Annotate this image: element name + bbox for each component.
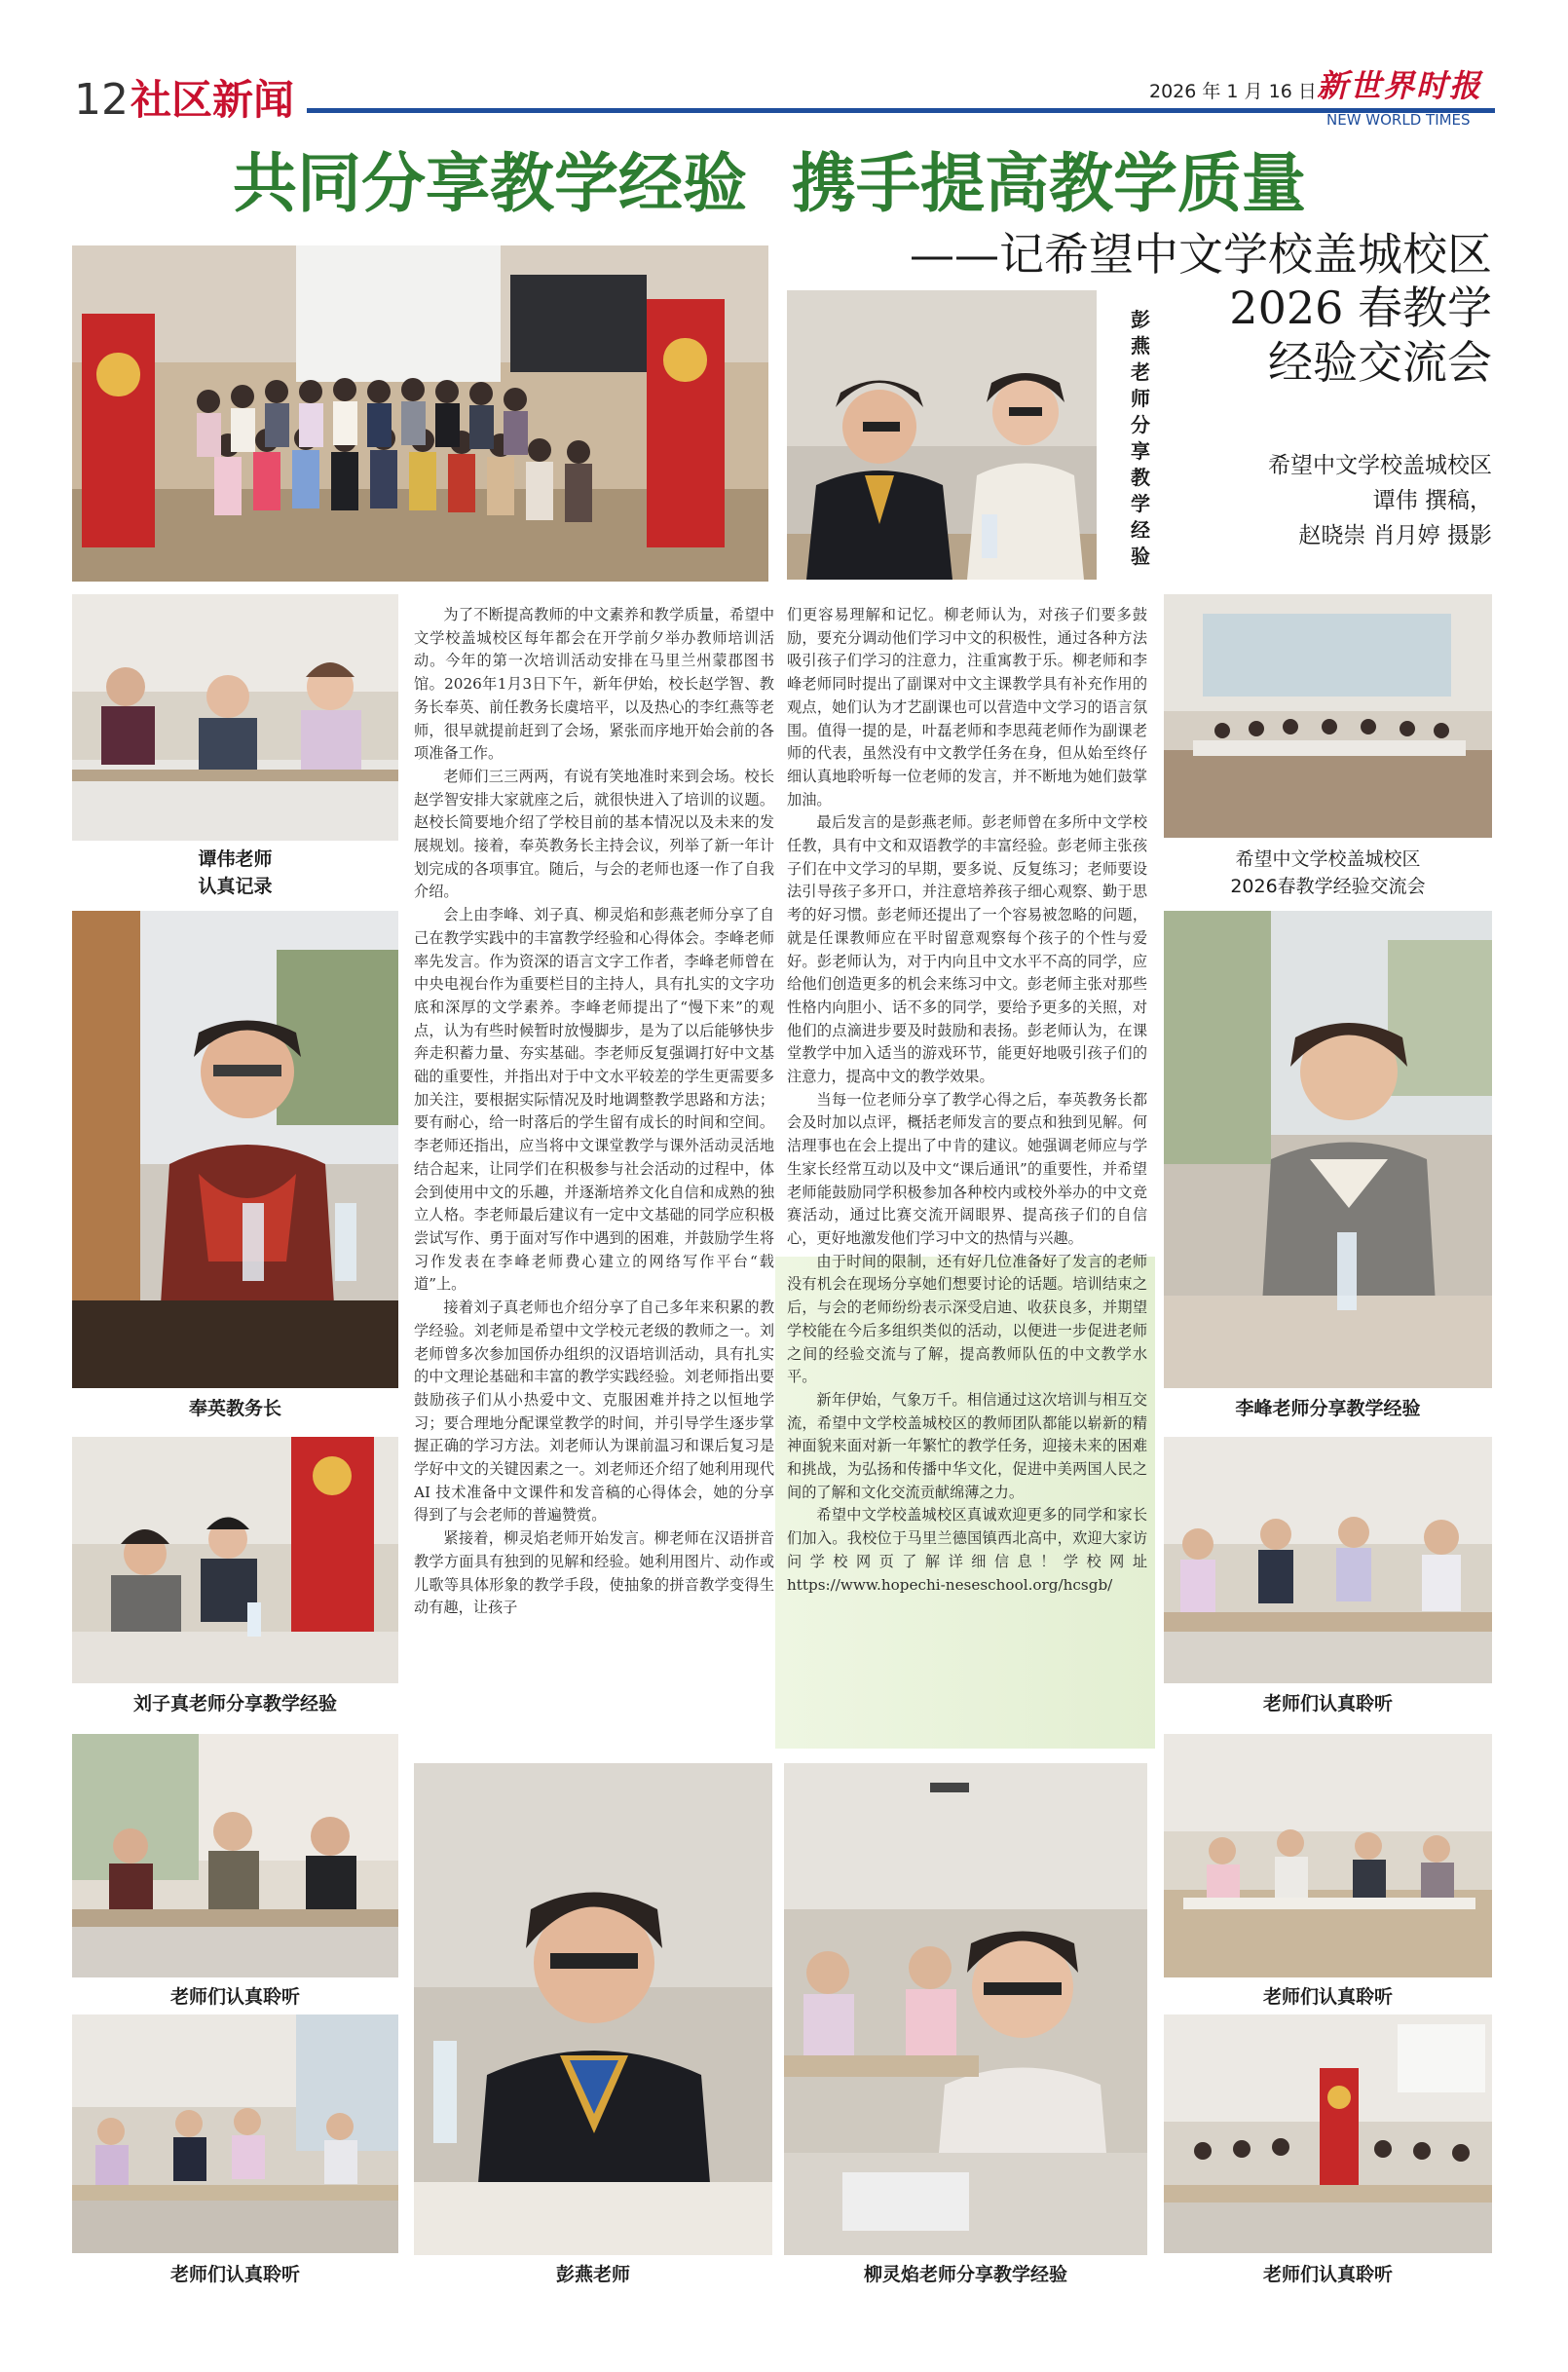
caption-liuzizhen: 刘子真老师分享教学经验 xyxy=(132,1693,337,1714)
headline: 共同分享教学经验 携手提高教学质量 xyxy=(233,146,1306,221)
caption-listening-4: 老师们认真聆听 xyxy=(1262,1986,1393,2008)
article-column-2 xyxy=(787,604,1147,1749)
newspaper-logo: 新世界时报 xyxy=(1317,67,1483,104)
teachers-listening-photo-1 xyxy=(72,1734,398,1977)
fengying-photo xyxy=(72,911,398,1388)
paragraph: 接着刘子真老师也介绍分享了自己多年来积累的教学经验。刘老师是希望中文学校元老级的教师之一。刘老师曾多次参加国侨办组织的汉语培训活动，具有扎实的中文理论基础和丰富的教学实践经验。刘老师指出要鼓励孩子们从小热爱中文、克服困难并持之以恒地学习；要合理地分配课堂教学的时间，并引导学生逐步掌握正确的学习方法。刘老师认为课前温习和课后复习是学好中文的关键因素之一。刘老师还介绍了她利用现代 AI 技术准备中文课件和发音稿的心得体会，她的分享得到了与会老师的普遍赞赏。 xyxy=(414,1299,774,1525)
paragraph: 会上由李峰、刘子真、柳灵焰和彭燕老师分享了自己在教学实践中的丰富教学经验和心得体会。李峰老师率先发言。作为资深的语言文字工作者，李峰老师曾在中央电视台作为重要栏目的主持人，具有扎实的文字功底和深厚的文学素养。李峰老师提出了“慢下来”的观点，认为有些时候暂时放慢脚步，是为了以后能够快步奔走积蓄力量、夯实基础。李老师反复强调打好中文基础的重要性，并指出对于中文水平较差的学生更需要多加关注，要根据实际情况及时地调整教学思路和方法；要有耐心，给一时落后的学生留有成长的时间和空间。李老师还指出，应当将中文课堂教学与课外活动灵活地结合起来，让同学们在积极参与社会活动的过程中，体会到使用中文的乐趣，并逐渐培养文化自信和成熟的独立人格。李老师最后建议有一定中文基础的同学应积极尝试写作、勇于面对写作中遇到的困难，并鼓励学生将习作发表在李峰老师费心建立的网络写作平台“载道”上。 xyxy=(414,906,774,1294)
caption-pengyan: 彭燕老师 xyxy=(555,2264,630,2285)
paragraph: 紧接着，柳灵焰老师开始发言。柳老师在汉语拼音教学方面具有独到的见解和经验。她利用图片、动作或儿歌等具体形象的教学手段，使抽象的拼音教学变得生动有趣，让孩子 xyxy=(414,1529,774,1617)
caption-listening-1: 老师们认真聆听 xyxy=(169,1986,300,2008)
paragraph: 希望中文学校盖城校区真诚欢迎更多的同学和家长们加入。我校位于马里兰德国镇西北高中，欢迎大家访问学校网页了解详细信息！学校网址 https://www.hopechi-neseschool.org/hcsgb/ xyxy=(787,1506,1147,1594)
teachers-listening-photo-5 xyxy=(1164,2014,1492,2253)
paragraph: 老师们三三两两，有说有笑地准时来到会场。校长赵学智安排大家就座之后，就很快进入了培训的议题。赵校长简要地介绍了学校目前的基本情况以及未来的发展规划。接着，奉英教务长主持会议，列举了新一年计划完成的各项事宜。随后，与会的老师也逐一作了自我介绍。 xyxy=(414,767,774,901)
lifeng-photo xyxy=(1164,911,1492,1388)
teachers-listening-photo-4 xyxy=(1164,1734,1492,1977)
caption-liulingyan: 柳灵焰老师分享教学经验 xyxy=(863,2264,1067,2285)
caption-lifeng: 李峰老师分享教学经验 xyxy=(1235,1398,1421,1419)
pengyan-photo xyxy=(414,1763,772,2255)
paragraph: 为了不断提高教师的中文素养和教学质量，希望中文学校盖城校区每年都会在开学前夕举办教师培训活动。今年的第一次培训活动安排在马里兰州蒙郡图书馆。2026年1月3日下午，新年伊始，校长赵学智、教务长奉英、前任教务长虞培平，以及热心的李红燕等老师，很早就提前赶到了会场，紧张而序地开始会前的各项准备工作。 xyxy=(414,606,774,763)
tanwei-photo xyxy=(72,594,398,841)
teachers-listening-photo-2 xyxy=(72,2014,398,2253)
byline-writer: 谭伟 撰稿， xyxy=(1372,488,1492,513)
page-number: 12 xyxy=(74,75,129,125)
issue-date: 2026 年 1 月 16 日 xyxy=(1149,81,1317,102)
liulingyan-photo xyxy=(784,1763,1147,2255)
paragraph: 们更容易理解和记忆。柳老师认为，对孩子们要多鼓励，要充分调动他们学习中文的积极性，通过各种方法吸引孩子们学习的注意力，注重寓教于乐。柳老师和李峰老师同时提出了副课对中文主课教学具有补充作用的观点，她们认为才艺副课也可以营造中文学习的语言氛围。值得一提的是，叶磊老师和李思莼老师作为副课老师的代表，虽然没有中文教学任务在身，但从始至终仔细认真地聆听每一位老师的发言，并不断地为她们鼓掌加油。 xyxy=(787,606,1147,809)
vertical-caption: 彭燕老师分享教学经验 xyxy=(1131,308,1150,568)
caption-meeting xyxy=(1154,846,1502,900)
group-photo xyxy=(72,245,768,582)
masthead-rule xyxy=(307,108,1495,113)
byline-photographers: 赵晓崇 肖月婷 摄影 xyxy=(1298,523,1492,548)
paragraph: 当每一位老师分享了教学心得之后，奉英教务长都会及时加以点评，概括老师发言的要点和独到见解。何洁理事也在会上提出了中肯的建议。她强调老师应与学生家长经常互动以及中文“课后通讯”的重要性，并希望老师能鼓励同学积极参加各种校内或校外举办的中文竞赛活动，通过比赛交流开阔眼界、提高孩子们的自信心，更好地激发他们学习中文的热情与兴趣。 xyxy=(787,1090,1147,1247)
masthead xyxy=(0,0,1568,127)
byline xyxy=(1169,448,1492,553)
caption-listening-3: 老师们认真聆听 xyxy=(1262,1693,1393,1714)
article-column-1 xyxy=(414,604,774,1749)
paragraph: 新年伊始，气象万千。相信通过这次培训与相互交流，希望中文学校盖城校区的教师团队都能以崭新的精神面貌来面对新一年繁忙的教学任务，迎接未来的困难和挑战，为弘扬和传播中华文化，促进中美两国人民之间的了解和文化交流贡献绵薄之力。 xyxy=(787,1390,1147,1501)
paragraph: 由于时间的限制，还有好几位准备好了发言的老师没有机会在现场分享她们想要讨论的话题。培训结束之后，与会的老师纷纷表示深受启迪、收获良多，并期望学校能在今后多组织类似的活动，以便进一步促进老师之间的经验交流与了解，提高教师队伍的中文教学水平。 xyxy=(787,1252,1147,1386)
caption-listening-2: 老师们认真聆听 xyxy=(169,2264,300,2285)
subtitle-line-2: 2026 春教学 xyxy=(1229,282,1492,334)
caption-listening-5: 老师们认真聆听 xyxy=(1262,2264,1393,2285)
newspaper-logo-en: NEW WORLD TIMES xyxy=(1326,111,1471,129)
section-title: 社区新闻 xyxy=(131,76,295,124)
meeting-room-photo xyxy=(1164,594,1492,838)
caption-fengying: 奉英教务长 xyxy=(188,1398,281,1419)
pengyan-sharing-photo xyxy=(787,290,1097,580)
subtitle-line-3: 经验交流会 xyxy=(1268,336,1492,389)
caption-meeting-line-2: 2026春教学经验交流会 xyxy=(1230,876,1426,897)
paragraph: 最后发言的是彭燕老师。彭老师曾在多所中文学校任教，具有中文和双语教学的丰富经验。彭老师主张孩子们在中文学习的早期，要多说、反复练习；老师要设法引导孩子多开口，并注意培养孩子细心观察、勤于思考的好习惯。彭老师还提出了一个容易被忽略的问题，就是任课教师应在平时留意观察每个孩子的个性与爱好。彭老师认为，对于内向且中文水平不高的同学，应给他们创造更多的机会来练习中文。彭老师主张对那些性格内向胆小、话不多的同学，要给予更多的关照，对他们的点滴进步要及时鼓励和表扬。彭老师认为，在课堂教学中加入适当的游戏环节，能更好地吸引孩子们的注意力，提高中文的教学效果。 xyxy=(787,813,1147,1086)
subtitle-line-1: ——记希望中文学校盖城校区 xyxy=(910,228,1492,281)
caption-meeting-line-1: 希望中文学校盖城校区 xyxy=(1235,848,1421,870)
byline-school: 希望中文学校盖城校区 xyxy=(1268,453,1492,478)
caption-tanwei: 谭伟老师 认真记录 xyxy=(198,848,273,897)
liuzizhen-photo xyxy=(72,1437,398,1683)
teachers-listening-photo-3 xyxy=(1164,1437,1492,1683)
